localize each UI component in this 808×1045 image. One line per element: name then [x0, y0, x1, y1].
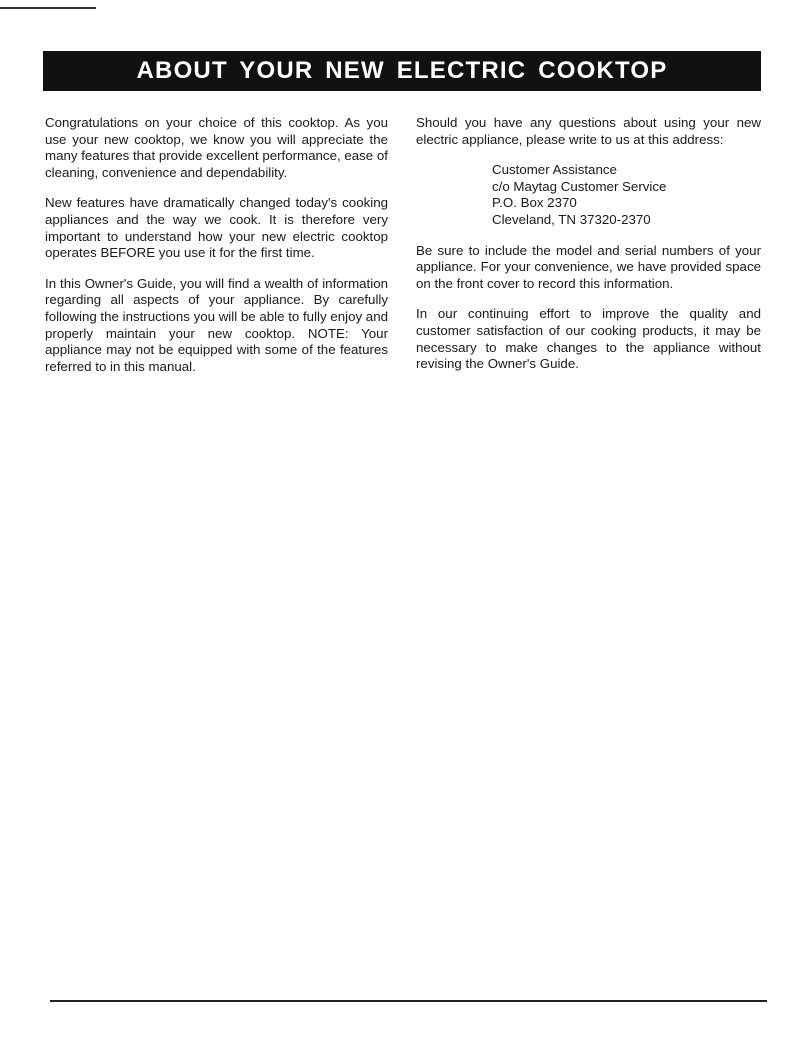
- mailing-address: [492, 162, 761, 228]
- bottom-rule: [50, 1000, 767, 1002]
- paragraph-continuing-effort: In our continuing effort to improve the quality and customer satisfaction of our cooking products, it may be necessary to make changes to the appliance without revising the Owner's Guide.: [416, 306, 761, 372]
- address-line: Customer Assistance: [492, 162, 617, 178]
- right-column: [416, 115, 761, 387]
- page-title: ABOUT YOUR NEW ELECTRIC COOKTOP: [136, 57, 668, 84]
- address-line: c/o Maytag Customer Service: [492, 178, 667, 194]
- address-line: P.O. Box 2370: [492, 195, 577, 211]
- top-rule: [0, 7, 96, 9]
- paragraph-owners-guide: In this Owner's Guide, you will find a wealth of information regarding all aspects of your appliance. By carefully following the instructions you will be able to fully enjoy and properly maintain your new cooktop. NOTE: Your appliance may not be equipped with some of the features referred to in this manual.: [45, 275, 388, 374]
- title-banner: [43, 51, 761, 91]
- paragraph-model-serial: Be sure to include the model and serial numbers of your appliance. For your convenience, we have provided space on the front cover to record this information.: [416, 242, 761, 291]
- left-column: [45, 115, 388, 389]
- address-line: Cleveland, TN 37320-2370: [492, 211, 651, 227]
- paragraph-congratulations: Congratulations on your choice of this cooktop. As you use your new cooktop, we know you will appreciate the many features that provide excellent performance, ease of cleaning, convenience and dependability.: [45, 115, 388, 180]
- paragraph-new-features: New features have dramatically changed today's cooking appliances and the way we cook. It is therefore very important to understand how your new electric cooktop operates BEFORE you use it for the first time.: [45, 195, 388, 261]
- paragraph-questions: Should you have any questions about using your new electric appliance, please write to us at this address:: [416, 115, 761, 147]
